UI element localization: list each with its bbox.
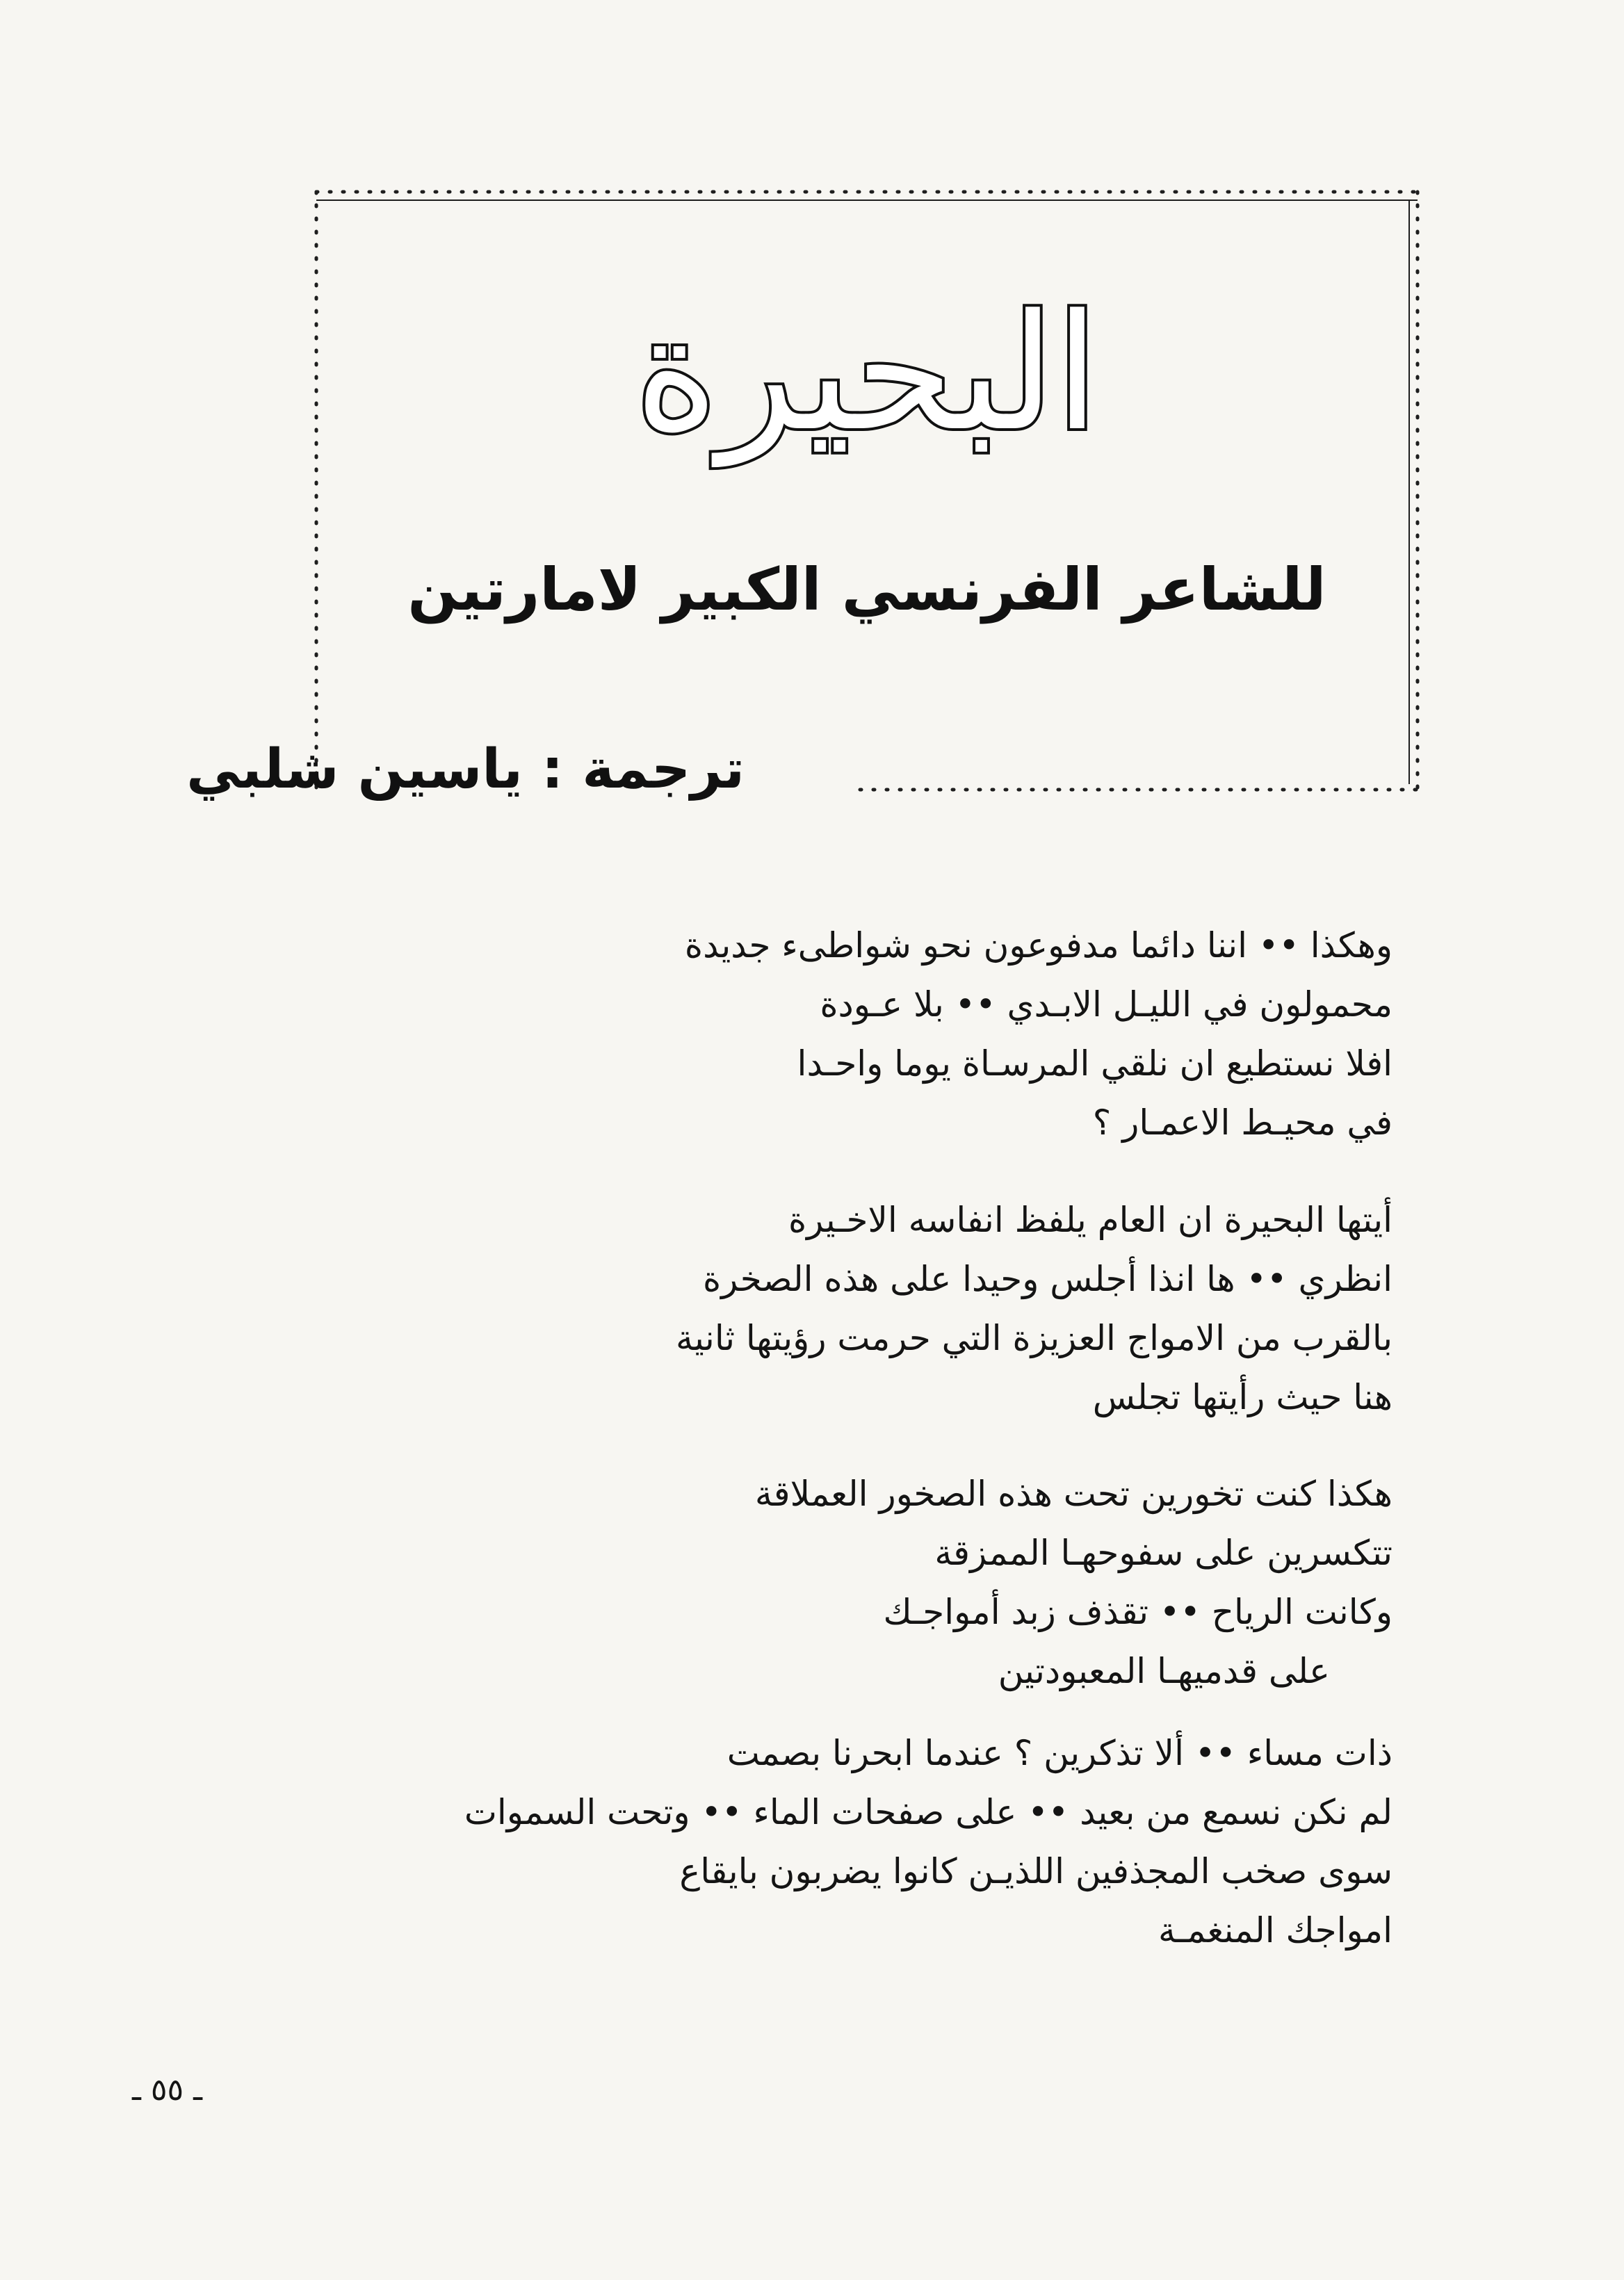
- translator-credit: ترجمة : ياسين شلبي: [186, 738, 745, 801]
- page-number: ـ ٥٥ ـ: [132, 2072, 203, 2108]
- verse-line: سوى صخب المجذفين اللذيـن كانوا يضربون بايقاع: [679, 1851, 1392, 1891]
- verse-line: في محيـط الاعمـار ؟: [1092, 1102, 1392, 1143]
- stanza: [0, 1191, 1392, 1427]
- stanza: [0, 916, 1392, 1153]
- verse-line: أيتها البحيرة ان العام يلفظ انفاسه الاخـيرة: [788, 1200, 1392, 1240]
- verse-line: محمولون في الليـل الابـدي •• بلا عـودة: [820, 984, 1392, 1025]
- verse-line: ذات مساء •• ألا تذكرين ؟ عندما ابحرنا بصمت: [726, 1733, 1392, 1773]
- verse-line: بالقرب من الامواج العزيزة التي حرمت رؤيتها ثانية: [676, 1318, 1392, 1358]
- verse-line: على قدميهـا المعبودتين: [998, 1651, 1330, 1691]
- verse-line: امواجك المنغمـة: [1158, 1910, 1392, 1951]
- poem-subtitle: للشاعر الفرنسي الكبير لامارتين: [407, 555, 1326, 624]
- poem-title: البحيرة: [634, 281, 1100, 466]
- stanza: [0, 1465, 1392, 1701]
- verse-line: وكانت الرياح •• تقذف زبد أمواجـك: [883, 1592, 1392, 1632]
- verse-line: افلا نستطيع ان نلقي المرسـاة يوما واحـدا: [797, 1043, 1392, 1084]
- verse-line: انظري •• ها انذا أجلس وحيدا على هذه الصخرة: [702, 1259, 1392, 1299]
- verse-line: وهكذا •• اننا دائما مدفوعون نحو شواطىء جديدة: [684, 925, 1392, 966]
- verse-line: هنا حيث رأيتها تجلس: [1092, 1377, 1392, 1417]
- stanza: [0, 1724, 1392, 1960]
- verse-line: لم نكن نسمع من بعيد •• على صفحات الماء •• وتحت السموات: [464, 1792, 1392, 1832]
- verse-line: تتكسرين على سفوحهـا الممزقة: [934, 1533, 1392, 1573]
- verse-line: هكذا كنت تخورين تحت هذه الصخور العملاقة: [754, 1474, 1392, 1514]
